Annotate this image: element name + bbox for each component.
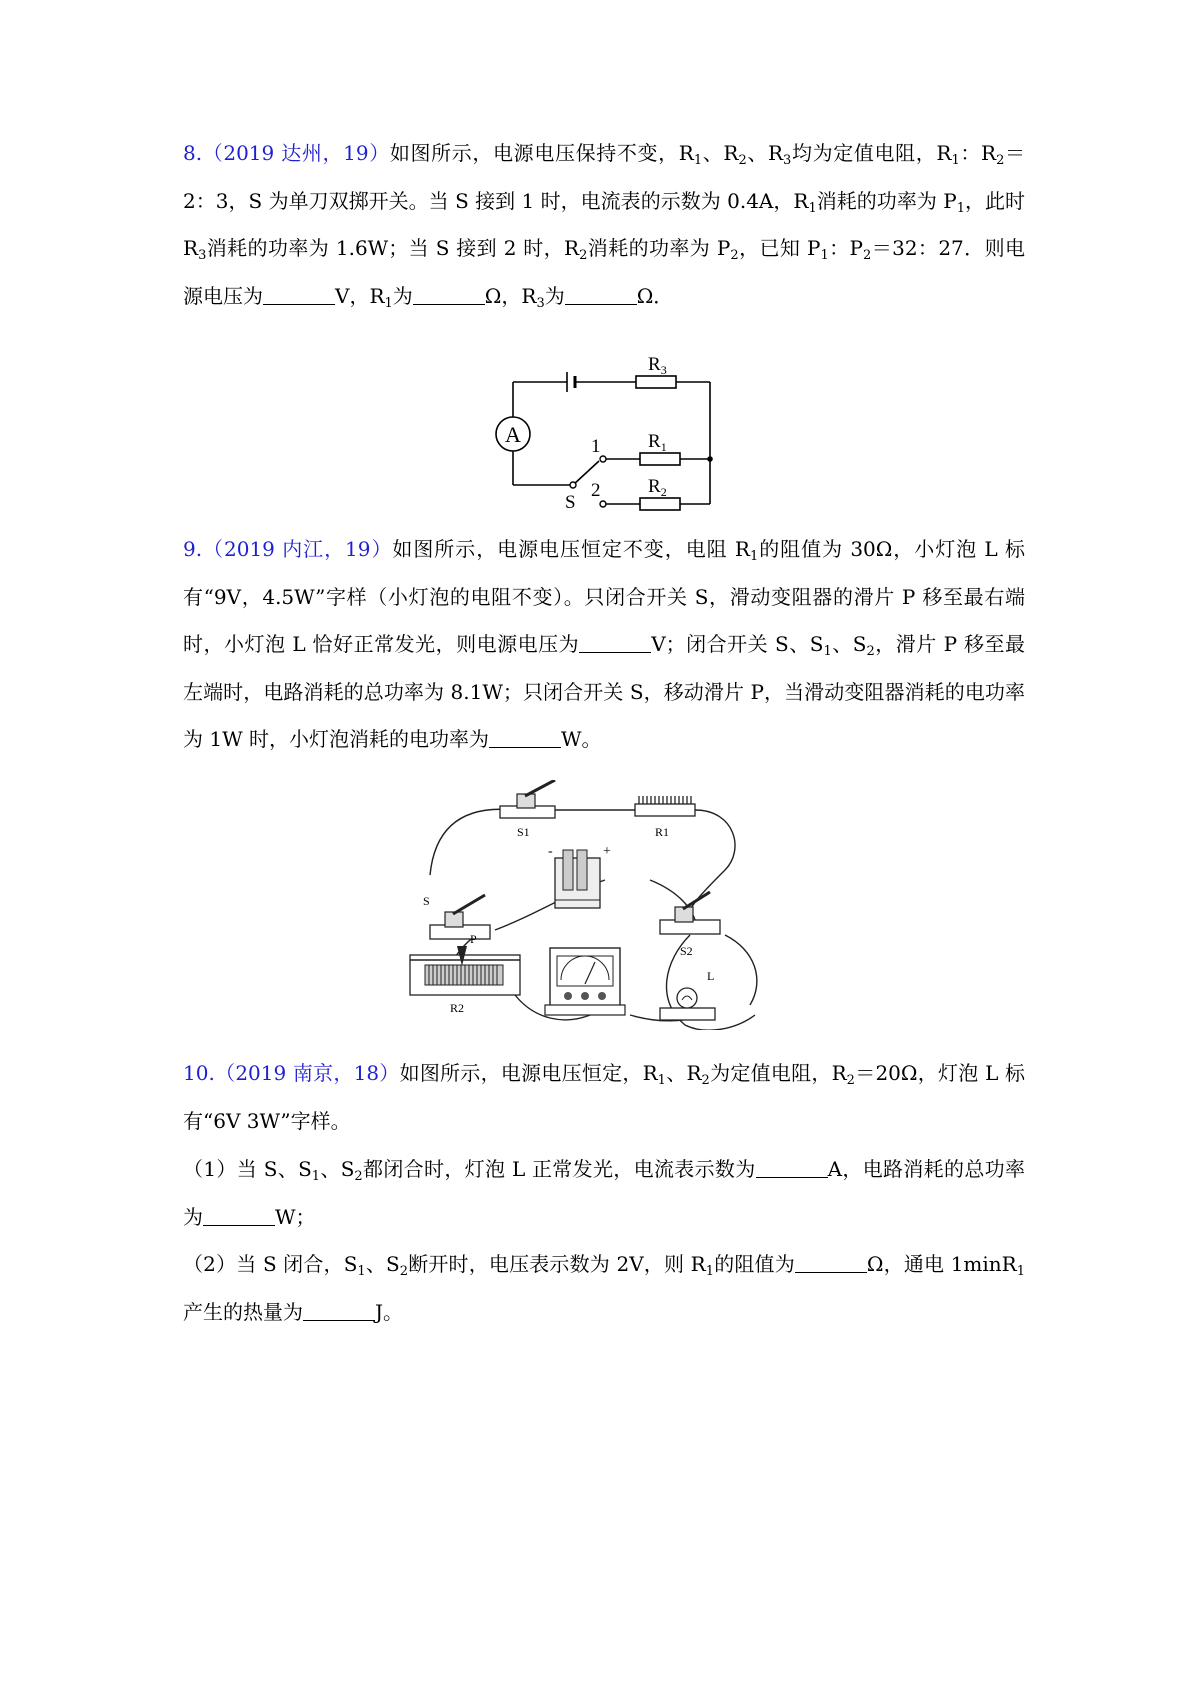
answer-blank[interactable] [489,725,561,748]
resistor-r1 [635,796,695,816]
answer-blank[interactable] [756,1155,828,1178]
answer-blank[interactable] [795,1250,867,1273]
question-source: （2019 内江，19） [202,537,393,561]
question-source: （2019 南京，18） [214,1061,400,1085]
battery [555,850,600,908]
label-r1: R1 [655,825,670,839]
ammeter-label: A [505,422,521,447]
switch-s-label: S [565,492,576,513]
physical-circuit-q9 [405,780,785,1030]
contact-1-label: 1 [591,436,601,457]
question-9: 9.（2019 内江，19）如图所示，电源电压恒定不变，电阻 $R_1$的阻值为 30Ω，小灯泡 L 标有“9V，4.5W”字样（小灯泡的电阻不变）。只闭合开关 S，滑动变阻器的滑片 P 移至最右端时，小灯泡 L 恰好正常发光，则电源电压为 V；闭合开关 S、$S_1$、$S_2$，滑片 P 移至最左端时，电路消耗的总功率为 8.1W；只闭合开关 S，移动滑片 P，当滑动变阻器消耗的电功率为 1W 时，小灯泡消耗的电功率为 W。 [183,537,1026,751]
question-10-part-1: （1）当 S、$S_1$、$S_2$都闭合时，灯泡 L 正常发光，电流表示数为 A，电路消耗的总功率为 W； [183,1157,1025,1229]
switch-s2 [660,892,720,934]
rheostat-r2 [410,946,520,995]
label-s2: S2 [680,944,693,958]
answer-blank[interactable] [413,282,485,305]
question-number: 8. [183,141,203,165]
battery-plus: + [603,844,611,859]
question-source: （2019 达州，19） [202,141,390,165]
question-10-part-2: （2）当 S 闭合，$S_1$、$S_2$断开时，电压表示数为 2V，则 $R_1$的阻值为 Ω，通电 1minR$_1$产生的热量为 J。 [183,1252,1026,1324]
contact-2-label: 2 [591,480,601,501]
switch-s1 [500,780,555,818]
answer-blank[interactable] [203,1203,275,1226]
label-r2: R2 [450,1001,465,1015]
meter [545,948,625,1015]
question-10: 10.（2019 南京，18）如图所示，电源电压恒定，$R_1$、$R_2$为定值电阻，$R_2=20\Omega$，灯泡 L 标有“6V 3W”字样。 [183,1061,1025,1133]
switch-s [430,895,490,939]
battery-minus: - [548,844,553,859]
answer-blank[interactable] [565,282,637,305]
label-p: P [470,932,477,946]
question-number: 9. [183,537,203,561]
question-number: 10. [183,1061,215,1085]
r3-label: $R_3$ [648,354,667,377]
lamp-l [660,988,715,1020]
label-l: L [707,969,715,983]
label-s: S [423,894,430,908]
answer-blank[interactable] [263,282,335,305]
r2-label: $R_2$ [648,476,667,499]
label-s1: S1 [517,825,530,839]
question-8: 8.（2019 达州，19）如图所示，电源电压保持不变，$R_1$、$R_2$、$R_3$均为定值电阻，$R_1$：$R_2=2$：3，S 为单刀双掷开关。当 S 接到 1 时，电流表的示数为 0.4A，$R_1$消耗的功率为 $P_1$，此时 $R_3$消耗的功率为 1.6W；当 S 接到 2 时，$R_2$消耗的功率为 $P_2$，已知 $P_1$：$P_2=32$：27．则电源电压为 V，$R_1$为 Ω，$R_3$为 Ω． [183,141,1026,311]
circuit-diagram-q8 [480,338,730,513]
answer-blank[interactable] [303,1298,375,1321]
r1-label: $R_1$ [648,431,667,454]
answer-blank[interactable] [579,630,651,653]
